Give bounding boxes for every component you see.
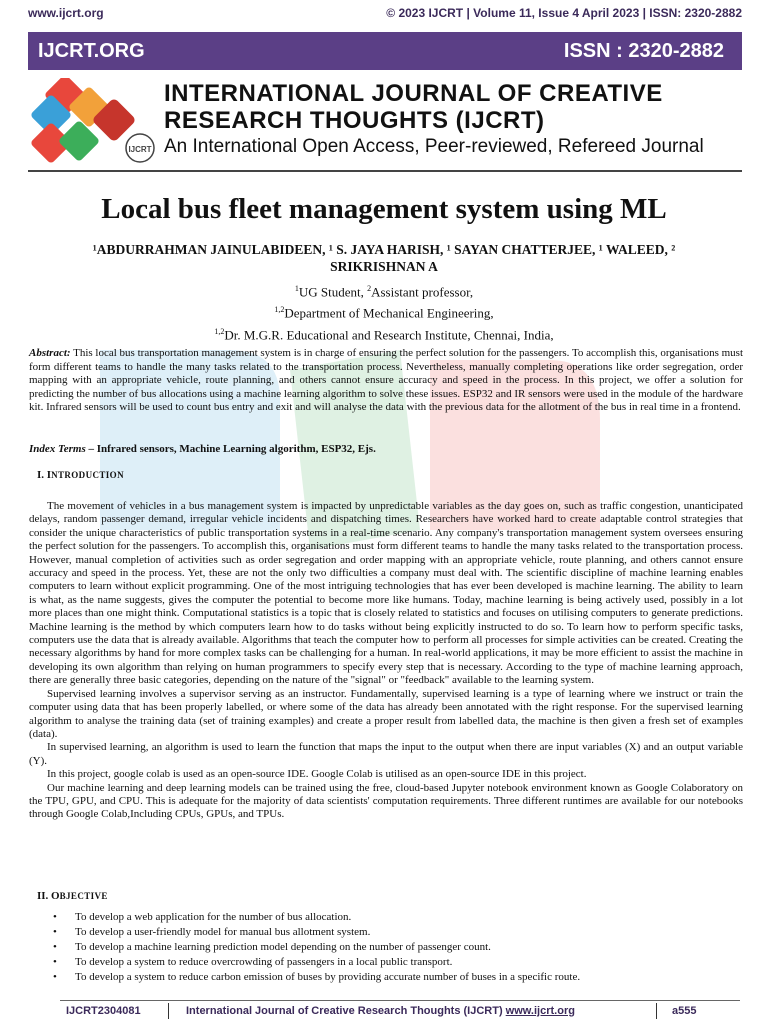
footer-url-link[interactable]: www.ijcrt.org [505, 1005, 575, 1017]
paragraph: In this project, google colab is used as an open-source IDE. Google Colab is utilised as an open-source IDE in this project. [47, 768, 587, 781]
journal-banner [28, 32, 742, 70]
introduction-body [29, 500, 743, 822]
top-meta-line [28, 6, 742, 22]
bullet-icon: • [53, 926, 57, 938]
list-item: • To develop a system to reduce carbon emission of buses by providing accurate number of buses in a specific route. [53, 971, 581, 983]
journal-title [164, 80, 754, 134]
bullet-icon: • [53, 956, 57, 968]
journal-title-line1: INTERNATIONAL JOURNAL OF CREATIVE [164, 80, 663, 107]
journal-subtitle: An International Open Access, Peer-reviewed, Refereed Journal [164, 136, 704, 157]
logo-text: IJCRT [128, 145, 152, 154]
footer-divider [168, 1003, 169, 1019]
footer-divider [656, 1003, 657, 1019]
banner-site: IJCRT.ORG [38, 40, 145, 62]
paper-id: IJCRT2304081 [66, 1005, 141, 1017]
affiliation-institute: $^{1,2}$Dr. M.G.R. Educational and Research Institute, Chennai, India, [214, 326, 554, 342]
author-list: ¹ABDURRAHMAN JAINULABIDEEN, ¹ S. JAYA HARISH, ¹ SAYAN CHATTERJEE, ¹ WALEED, ² SRIKRISHNAN A [92, 242, 676, 274]
bullet-icon: • [53, 971, 57, 983]
objective-list [50, 910, 740, 985]
bullet-icon: • [53, 941, 57, 953]
paper-title: Local bus fleet management system using ML [101, 193, 667, 225]
section-heading-objective: II. OBJECTIVE [37, 890, 108, 902]
paragraph: In supervised learning, an algorithm is used to learn the function that maps the input to the output when there are input variables (X) and an output variable (Y). [29, 741, 743, 767]
index-terms-text: – Infrared sensors, Machine Learning algorithm, ESP32, Ejs. [85, 443, 376, 455]
affiliation-department: $^{1,2}$Department of Mechanical Engineering, [274, 305, 494, 321]
section-heading-introduction: I. INTRODUCTION [37, 469, 124, 481]
header-divider [28, 170, 742, 172]
paragraph: Supervised learning involves a supervisor serving as an instructor. Fundamentally, supervised learning is a type of learning where we instruct or train the computer using data that has been properly labelled, or where some of the data has already been annotated with the right response. For the supervised learning algorithm to analyse the training data (set of training examples) and create a proper result from labelled data, the machine is then given a fresh set of examples (data). [29, 687, 743, 740]
page-footer [60, 1000, 740, 1021]
bullet-icon: • [53, 911, 57, 923]
banner-issn: ISSN : 2320-2882 [563, 40, 724, 62]
footer-journal: International Journal of Creative Research Thoughts (IJCRT) www.ijcrt.org [186, 1005, 575, 1017]
paragraph: The movement of vehicles in a bus management system is impacted by unpredictable variables as the day goes on, such as traffic congestion, unanticipated delays, random passenger demand, irregular vehicle incidents and dispatching times. Researchers have worked hard to create adaptable control strategies that consider the unique characteristics of public transportation systems in a real-time scenario. Any company's transportation management system oversees ensuring the perfect solution for the passengers. To accomplish this, organisations must form different teams to handle the many tasks related to the transportation process. However, manual completion of activities such as order segregation and order mapping with an appropriate vehicle, route planning, and others cannot ensure accuracy and speed in the process. Yet, these are not the only two difficulties a company must deal with. The scientific discipline of machine learning enables computers to learn without explicit programming. One of the most intriguing technologies that has ever been developed is machine learning. The ability to learn is what, as the name suggests, gives the computer the potential to become more like humans. Today, machine learning is being actively used, possibly in a lot more places than one might think. Computational statistics is a topic that is closely related to statistics and focuses on utilising computers to generate predictions. Machine learning is the method by which computers learn how to do tasks without being explicitly instructed to do so. To learn how to perform specific tasks, computers use the data that is already available. Algorithms that teach the computer how to perform all processes for simple activities can be created. Creating the necessary algorithms by hand for more complex tasks can be challenging for a human. In real-world applications, it may be more efficient to assist the machine in developing its own algorithm than relying on human programmers to specify every step that is necessary. According to the type of machine learning approach, there are generally three basic categories, depending on the nature of the "signal" or "feedback" available to the learning system. [29, 500, 743, 687]
list-item: • To develop a machine learning prediction model depending on the number of passenger count. [53, 941, 491, 953]
journal-logo-icon [30, 78, 156, 166]
affiliation-role: $^1$UG Student, $^2$Assistant professor, [294, 284, 474, 300]
list-item: • To develop a user-friendly model for manual bus allotment system. [53, 926, 371, 938]
issue-info: © 2023 IJCRT | Volume 11, Issue 4 April 2023 | ISSN: 2320-2882 [386, 6, 742, 20]
site-link[interactable]: www.ijcrt.org [28, 6, 104, 20]
abstract-label: Abstract: [29, 347, 71, 359]
index-terms [29, 443, 743, 455]
list-item: • To develop a system to reduce overcrowding of passengers in a local public transport. [53, 956, 453, 968]
page-number: a555 [672, 1005, 697, 1017]
paragraph: Our machine learning and deep learning models can be trained using the free, cloud-based Jupyter notebook environment known as Google Colaboratory on the TPU, GPU, and CPU. This is adequate for the majority of data scientists' computation requirements. Three different runtimes are available for our notebooks through Google Colab,Including CPUs, GPUs, and TPUs. [29, 781, 743, 821]
list-item: • To develop a web application for the number of bus allocation. [53, 911, 352, 923]
index-terms-label: Index Terms [29, 443, 86, 455]
abstract [29, 347, 743, 415]
abstract-text: This local bus transportation management system is in charge of ensuring the perfect solution for the passengers. To accomplish this, organisations must form different teams to handle the many tasks related to the transportation process. Nevertheless, manually completing operations like order segregation, order mapping with an appropriate vehicle, route planning, and others cannot ensure accuracy and speed in the process. In this project, we offer a solution for predicting the number of bus allocations using a machine learning algorithm to solve these issues. ESP32 and IR sensors were used in the module of the hardware kit. Infrared sensors will be used to count bus entry and exit and will analyse the data with the previous data for the allotment of the bus in real time in a frontend. [29, 347, 743, 413]
journal-title-line2: RESEARCH THOUGHTS (IJCRT) [164, 107, 545, 134]
